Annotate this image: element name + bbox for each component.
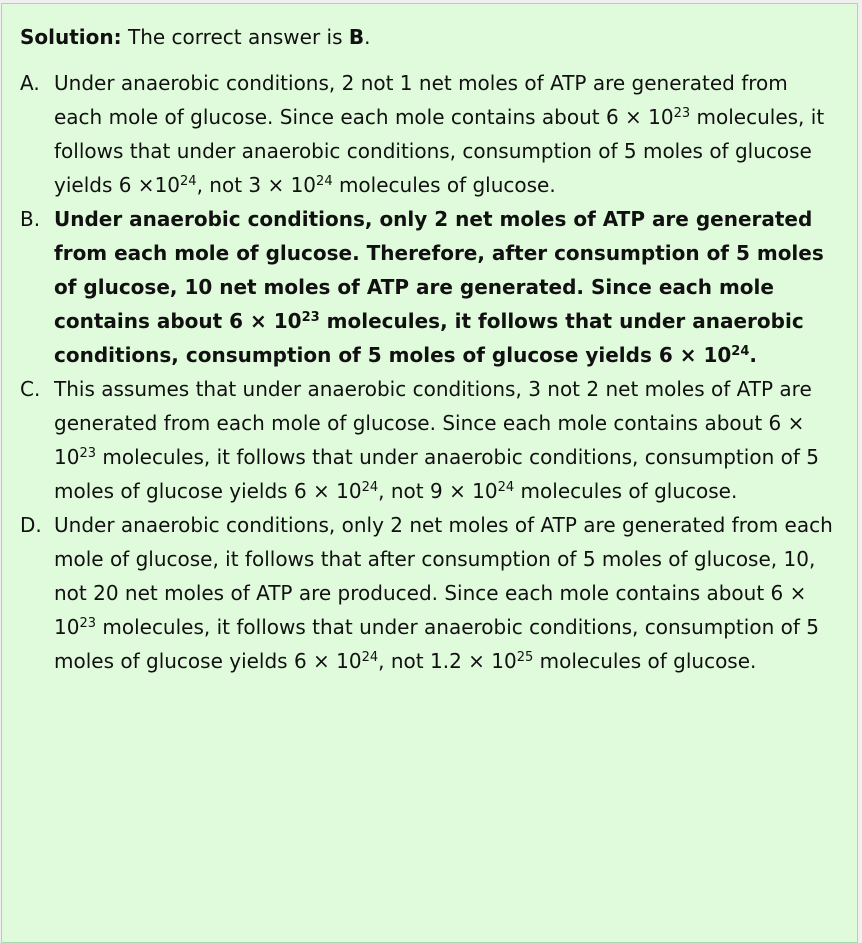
text-segment: , not 1.2 × 10 [378,649,517,673]
solution-panel [1,3,858,943]
text-segment: , not 9 × 10 [378,479,498,503]
option-explanation-a [20,66,839,202]
exponent: 23 [673,105,691,121]
option-marker: A. [20,71,40,95]
text-segment: molecules, it follows that under anaerobic conditions, consumption of 5 moles of glucose yields 6 × 10 [54,445,819,503]
solution-end: . [364,25,371,49]
exponent: 24 [361,479,379,495]
text-segment: molecules, it follows that under anaerobic conditions, consumption of 5 moles of glucose yields 6 × 10 [54,615,819,673]
solution-text: The correct answer is [121,25,349,49]
explanation-list [20,66,839,678]
text-segment: Under anaerobic conditions, only 2 net moles of ATP are generated from each mole of glucose, it follows that after consumption of 5 moles of glucose, 10, not 20 net moles of ATP are produced. Since each mole contains about 6 × 10 [54,513,833,639]
option-marker: B. [20,207,41,231]
option-text [54,377,819,503]
solution-label: Solution: [20,25,122,49]
text-segment: This assumes that under anaerobic conditions, 3 not 2 net moles of ATP are generated from each mole of glucose. Since each mole contains about 6 × 10 [54,377,812,469]
text-segment: . [749,343,757,367]
option-explanation-c [20,372,839,508]
exponent: 24 [180,173,197,189]
exponent: 23 [301,309,320,325]
option-marker: C. [20,377,41,401]
exponent: 24 [316,173,333,189]
option-marker: D. [20,513,42,537]
exponent: 25 [516,649,534,665]
text-segment: Under anaerobic conditions, 2 not 1 net moles of ATP are generated from each mole of glucose. Since each mole contains about 6 × 10 [54,71,788,129]
text-segment: molecules, it follows that under anaerobic conditions, consumption of 5 moles of glucose yields 6 × 10 [54,309,804,367]
exponent: 24 [361,649,379,665]
exponent: 23 [79,615,96,631]
text-segment: molecules of glucose. [332,173,556,197]
text-segment: molecules of glucose. [514,479,738,503]
option-explanation-d [20,508,839,678]
option-text [54,207,824,367]
text-segment: Under anaerobic conditions, only 2 net moles of ATP are generated from each mole of glucose. Therefore, after consumption of 5 moles of glucose, 10 net moles of ATP are generated. Since each mole contains about 6 × 10 [54,207,824,333]
exponent: 23 [79,445,96,461]
solution-header [20,20,839,54]
correct-answer: B [348,25,365,49]
option-text [54,513,833,673]
option-text [54,71,824,197]
option-explanation-b [20,202,839,372]
text-segment: molecules, it follows that under anaerobic conditions, consumption of 5 moles of glucose yields 6 ×10 [54,105,825,197]
exponent: 24 [731,343,750,359]
exponent: 24 [497,479,515,495]
text-segment: molecules of glucose. [533,649,757,673]
text-segment: , not 3 × 10 [196,173,317,197]
